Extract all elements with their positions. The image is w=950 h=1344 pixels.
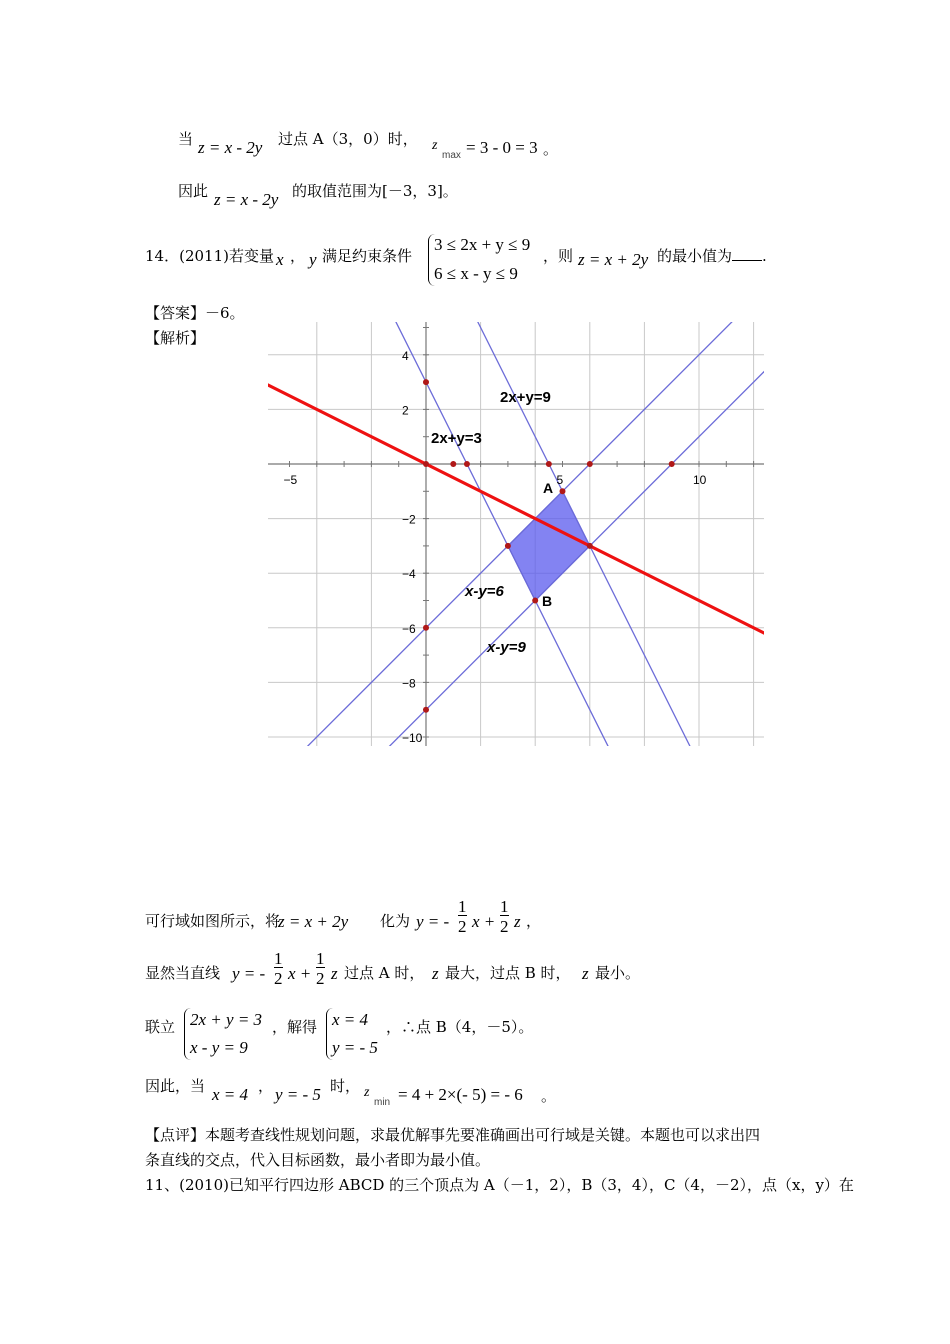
feasible-region <box>508 491 590 600</box>
fraction: $\frac{1}{2}$ <box>274 949 283 988</box>
line-z-max <box>178 128 193 149</box>
subscript: max <box>442 150 461 161</box>
y-tick-label: −2 <box>402 512 416 527</box>
text: 。 <box>543 140 559 158</box>
subscript: min <box>374 1097 391 1108</box>
analysis-label: 【解析】 <box>145 329 206 347</box>
objective-line <box>268 378 764 633</box>
math-expr: z = x - 2y <box>198 138 263 157</box>
math-expr: y = - <box>232 964 266 983</box>
answer: 【答案】－6。 <box>145 304 245 322</box>
math-z: z <box>364 1085 370 1100</box>
point <box>546 461 552 467</box>
y-tick-label: 2 <box>402 403 409 418</box>
graph <box>268 322 764 746</box>
comment-line-1: 【点评】本题考查线性规划问题，求最优解事先要准确画出可行域是关键。本题也可以求出四 <box>145 1126 761 1144</box>
text: 显然当直线 <box>145 964 221 982</box>
fraction: $\frac{1}{2}$ <box>458 897 467 936</box>
text: 可行域如图所示，将 <box>145 912 281 930</box>
text: ，则 <box>543 247 574 265</box>
system-eq-2: x - y = 9 <box>190 1038 248 1057</box>
math-expr: x + <box>472 912 496 931</box>
label-point-b: B <box>542 593 553 609</box>
text: ， <box>258 1077 274 1095</box>
text: 时， <box>330 1077 361 1095</box>
point <box>423 707 429 713</box>
point <box>450 461 456 467</box>
var-y: y <box>309 250 317 269</box>
math-value: = 4 + 2×(- 5) = - 6 <box>398 1085 523 1104</box>
text: 。 <box>541 1087 557 1105</box>
math-expr: y = - <box>416 912 450 931</box>
point <box>560 488 566 494</box>
math-expr: z = x + 2y <box>578 250 649 269</box>
text: 的取值范围为[－3，3]。 <box>292 182 458 200</box>
point <box>464 461 470 467</box>
y-tick-label: 4 <box>402 348 409 363</box>
point <box>532 598 538 604</box>
text: 的最小值为 . <box>657 247 767 265</box>
y-tick-label: −8 <box>402 676 416 691</box>
text: 最大，过点 B 时， <box>445 964 571 982</box>
text: 过点 A（3，0）时， <box>278 130 418 148</box>
var-x: x <box>276 250 284 269</box>
label-x-y-6: x-y=6 <box>465 583 504 600</box>
point <box>423 379 429 385</box>
math-expr: z = x - 2y <box>214 190 279 209</box>
math-z: z <box>331 964 338 983</box>
solution-y: y = - 5 <box>332 1038 378 1057</box>
math-expr: z = x + 2y <box>278 912 349 931</box>
y-tick-label: −4 <box>402 567 416 582</box>
math-expr: x = 4 <box>212 1085 249 1104</box>
system-eq-1: 2x + y = 3 <box>190 1010 263 1029</box>
text: ，∴点 B（4，－5）。 <box>386 1018 534 1036</box>
text: 联立 <box>145 1018 176 1036</box>
point <box>505 543 511 549</box>
label-point-a: A <box>543 480 554 496</box>
math-z: z <box>432 138 438 153</box>
q14-number: 14．(2011)若变量 <box>145 247 274 265</box>
text: 过点 A 时， <box>344 964 425 982</box>
text: ， <box>290 247 306 265</box>
constraint-2: 6 ≤ x - y ≤ 9 <box>434 264 518 283</box>
text: 最小。 <box>595 964 641 982</box>
comment-line-2: 条直线的交点，代入目标函数，最小者即为最小值。 <box>145 1151 491 1169</box>
text: 满足约束条件 <box>322 247 413 265</box>
x-tick-label: 10 <box>693 473 707 487</box>
constraint-1: 3 ≤ 2x + y ≤ 9 <box>434 235 531 254</box>
text: ， <box>526 912 542 930</box>
math-z: z <box>514 912 521 931</box>
text: 化为 <box>380 912 411 930</box>
fraction: $\frac{1}{2}$ <box>500 897 509 936</box>
label-2x-y-9: 2x+y=9 <box>500 389 551 406</box>
solution-x: x = 4 <box>332 1010 369 1029</box>
text: ，解得 <box>272 1018 318 1036</box>
math-expr: x + <box>288 964 312 983</box>
y-tick-label: −6 <box>402 621 416 636</box>
math-value: = 3 - 0 = 3 <box>466 138 538 157</box>
label-2x-y-3: 2x+y=3 <box>431 430 482 447</box>
y-tick-label: −10 <box>402 731 423 745</box>
point <box>423 461 429 467</box>
point <box>669 461 675 467</box>
math-z: z <box>432 964 439 983</box>
text: 因此 <box>178 182 209 200</box>
math-z: z <box>582 964 589 983</box>
math-expr: y = - 5 <box>275 1085 321 1104</box>
x-tick-label: −5 <box>283 473 298 487</box>
point <box>587 543 593 549</box>
point <box>423 625 429 631</box>
x-tick-label: 5 <box>556 473 564 487</box>
label-x-y-9: x-y=9 <box>487 639 526 656</box>
fraction: $\frac{1}{2}$ <box>316 949 325 988</box>
text: 当 <box>178 130 194 148</box>
point <box>587 461 593 467</box>
question-11: 11、(2010)已知平行四边形 ABCD 的三个顶点为 A（－1，2），B（3，4），C（4，－2），点（x，y）在 <box>145 1176 854 1194</box>
text: 因此，当 <box>145 1077 206 1095</box>
